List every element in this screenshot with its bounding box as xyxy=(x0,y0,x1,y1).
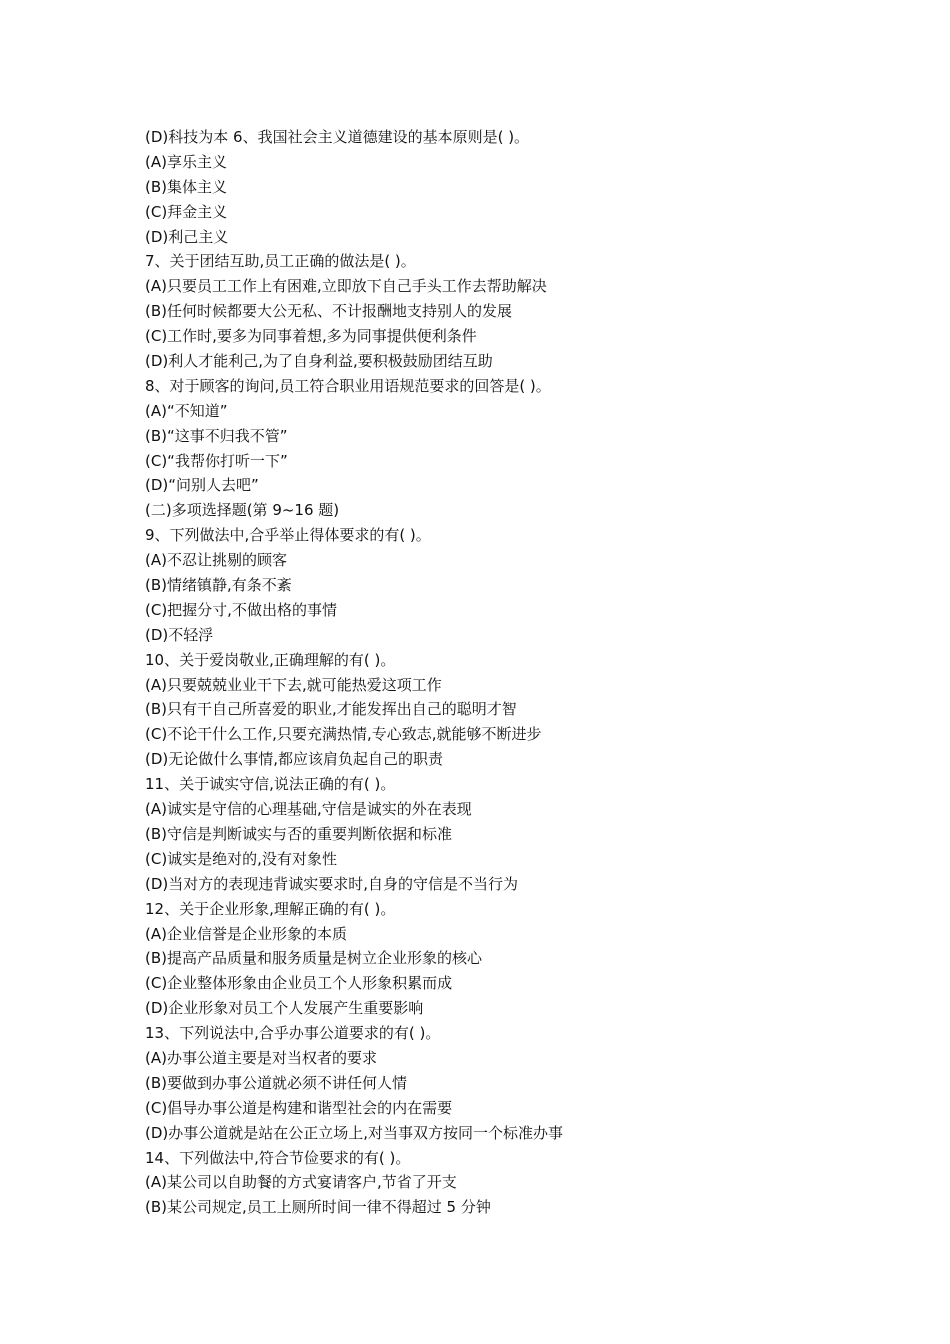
text-line: (C)“我帮你打听一下” xyxy=(145,451,288,470)
text-line: (D)企业形象对员工个人发展产生重要影响 xyxy=(145,999,424,1018)
document-body xyxy=(145,125,905,1220)
text-line: (D)利己主义 xyxy=(145,227,229,246)
question-line: 11、关于诚实守信,说法正确的有( )。 xyxy=(145,775,396,794)
text-line: (D)“问别人去吧” xyxy=(145,476,259,495)
text-line: (B)某公司规定,员工上厕所时间一律不得超过 5 分钟 xyxy=(145,1198,491,1217)
text-line: (A)只要员工工作上有困难,立即放下自己手头工作去帮助解决 xyxy=(145,277,547,296)
text-line: (B)只有干自己所喜爱的职业,才能发挥出自己的聪明才智 xyxy=(145,700,517,719)
text-line: (B)任何时候都要大公无私、不计报酬地支持别人的发展 xyxy=(145,302,512,321)
text-line: (C)诚实是绝对的,没有对象性 xyxy=(145,849,337,868)
text-line: (A)只要兢兢业业干下去,就可能热爱这项工作 xyxy=(145,675,442,694)
text-line: (D)办事公道就是站在公正立场上,对当事双方按同一个标准办事 xyxy=(145,1123,564,1142)
text-line: (C)企业整体形象由企业员工个人形象积累而成 xyxy=(145,974,453,993)
text-line: (A)办事公道主要是对当权者的要求 xyxy=(145,1048,377,1067)
text-line: (A)企业信誉是企业形象的本质 xyxy=(145,924,347,943)
question-line: 13、下列说法中,合乎办事公道要求的有( )。 xyxy=(145,1024,441,1043)
text-line: (A)某公司以自助餐的方式宴请客户,节省了开支 xyxy=(145,1173,457,1192)
text-line: (D)不轻浮 xyxy=(145,625,214,644)
text-line: (D)利人才能利己,为了自身利益,要积极鼓励团结互助 xyxy=(145,352,493,371)
text-line: (C)倡导办事公道是构建和谐型社会的内在需要 xyxy=(145,1098,453,1117)
text-line: (B)情绪镇静,有条不紊 xyxy=(145,576,292,595)
question-line: 8、对于顾客的询问,员工符合职业用语规范要求的回答是( )。 xyxy=(145,376,551,395)
text-line: (A)诚实是守信的心理基础,守信是诚实的外在表现 xyxy=(145,800,472,819)
text-line: (D)无论做什么事情,都应该肩负起自己的职责 xyxy=(145,750,444,769)
text-line: (D)科技为本 6、我国社会主义道德建设的基本原则是( )。 xyxy=(145,128,530,146)
question-line: 9、下列做法中,合乎举止得体要求的有( )。 xyxy=(145,526,431,545)
text-line: (B)提高产品质量和服务质量是树立企业形象的核心 xyxy=(145,949,482,968)
text-line: (C)拜金主义 xyxy=(145,202,228,221)
text-line: (C)不论干什么工作,只要充满热情,专心致志,就能够不断进步 xyxy=(145,725,542,744)
text-line: (B)守信是判断诚实与否的重要判断依据和标准 xyxy=(145,824,452,843)
text-line: (B)集体主义 xyxy=(145,177,227,196)
question-line: 12、关于企业形象,理解正确的有( )。 xyxy=(145,899,396,918)
text-line: (B)“这事不归我不管” xyxy=(145,426,288,445)
text-line: (C)把握分寸,不做出格的事情 xyxy=(145,600,337,619)
question-line: 14、下列做法中,符合节俭要求的有( )。 xyxy=(145,1148,411,1167)
text-line: (A)不忍让挑剔的顾客 xyxy=(145,551,287,570)
text-line: (A)“不知道” xyxy=(145,401,228,420)
text-line: (B)要做到办事公道就必须不讲任何人情 xyxy=(145,1073,407,1092)
section-heading: (二)多项选择题(第 9~16 题) xyxy=(145,501,340,520)
question-line: 7、关于团结互助,员工正确的做法是( )。 xyxy=(145,252,416,271)
text-line: (A)享乐主义 xyxy=(145,152,227,171)
text-line: (C)工作时,要多为同事着想,多为同事提供便利条件 xyxy=(145,327,477,346)
text-line: (D)当对方的表现违背诚实要求时,自身的守信是不当行为 xyxy=(145,874,519,893)
question-line: 10、关于爱岗敬业,正确理解的有( )。 xyxy=(145,650,396,669)
